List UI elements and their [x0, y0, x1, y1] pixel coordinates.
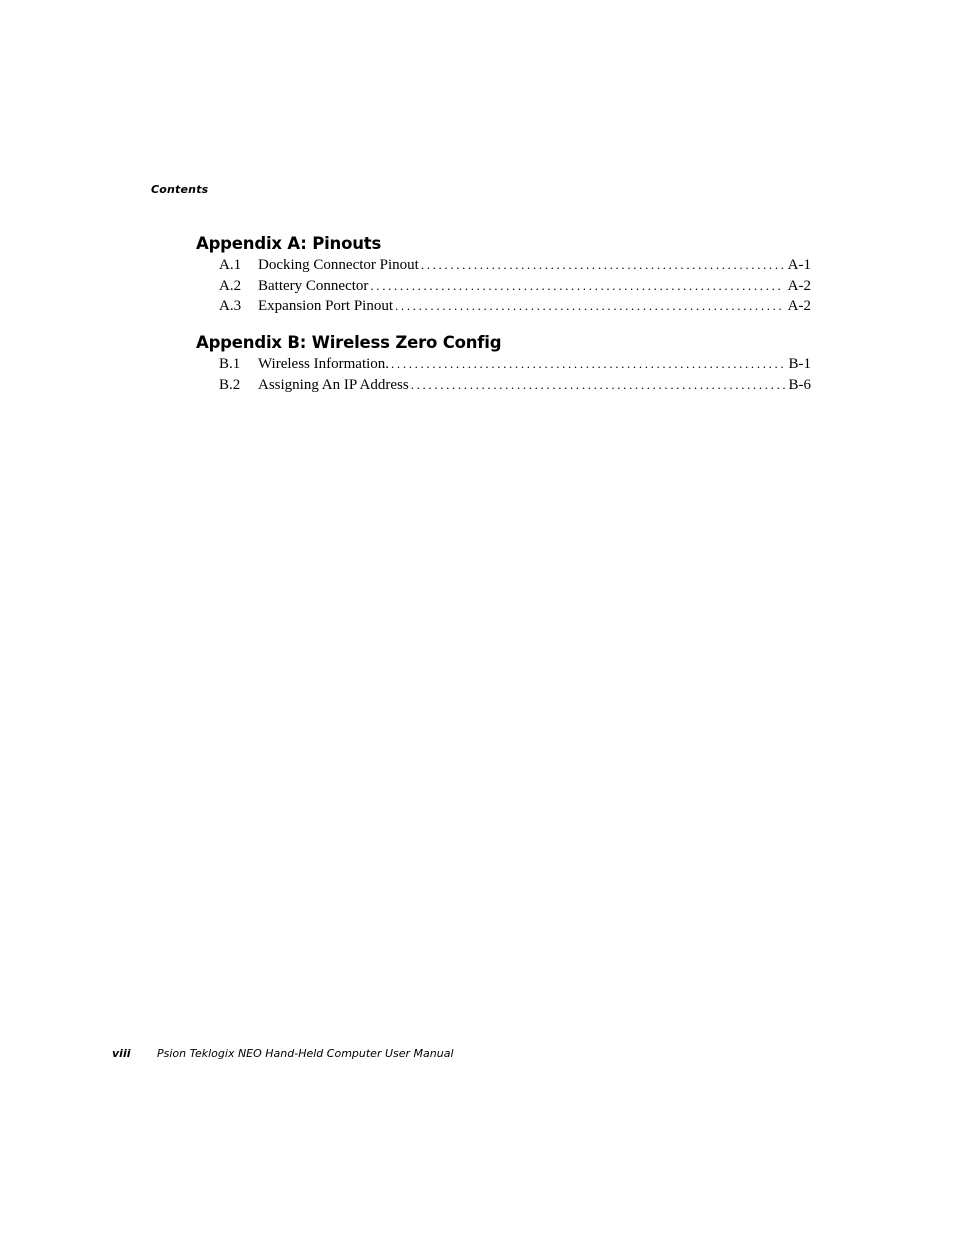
- entry-number: B.1: [219, 356, 241, 372]
- footer-book-title: Psion Teklogix NEO Hand-Held Computer User Manual: [157, 1047, 454, 1060]
- section-title: Appendix B: Wireless Zero Config: [196, 333, 502, 352]
- page-footer: [112, 1047, 454, 1060]
- toc-entry[interactable]: [196, 276, 811, 297]
- toc-entry[interactable]: [196, 255, 811, 276]
- toc-entry[interactable]: [196, 375, 811, 396]
- entry-page: A-1: [787, 257, 811, 273]
- entry-title: Expansion Port Pinout: [258, 298, 394, 314]
- footer-page-number: viii: [112, 1047, 131, 1060]
- entry-number: A.1: [219, 257, 242, 273]
- toc-entry[interactable]: [196, 354, 811, 375]
- dot-leader: [370, 276, 783, 297]
- dot-leader: [421, 255, 784, 276]
- entry-number: A.3: [219, 298, 242, 314]
- section-title: Appendix A: Pinouts: [196, 234, 382, 253]
- running-head: Contents: [151, 183, 209, 196]
- toc-entry[interactable]: [196, 296, 811, 317]
- entry-title: Wireless Information.: [258, 356, 390, 372]
- entry-page: A-2: [787, 277, 811, 294]
- entry-page: A-2: [787, 298, 811, 314]
- entry-number: B.2: [219, 376, 241, 393]
- entry-title: Assigning An IP Address: [258, 376, 409, 393]
- entry-page: B-6: [788, 376, 811, 393]
- toc-section-appendix-b: [196, 332, 811, 395]
- entry-title: Docking Connector Pinout: [258, 257, 419, 273]
- dot-leader: [411, 375, 785, 396]
- dot-leader: [395, 296, 784, 317]
- entry-page: B-1: [788, 356, 811, 372]
- dot-leader: [391, 354, 784, 375]
- entry-number: A.2: [219, 277, 242, 294]
- toc-section-appendix-a: [196, 233, 811, 317]
- entry-title: Battery Connector: [258, 277, 369, 294]
